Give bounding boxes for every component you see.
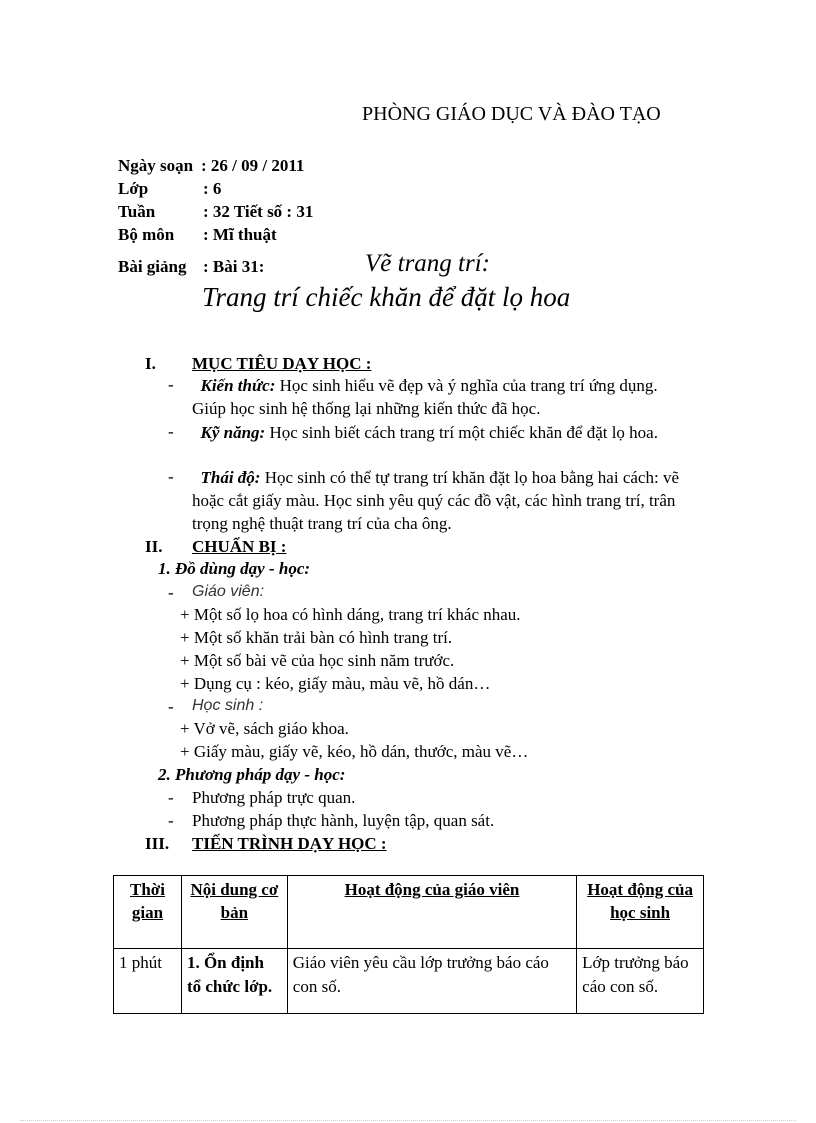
info-value: : Mĩ thuật: [203, 225, 277, 244]
section1-title: MỤC TIÊU DẠY HỌC :: [192, 354, 372, 373]
info-bo-mon: [118, 225, 418, 247]
bullet-dash: -: [168, 375, 174, 394]
student-label: Học sinh :: [192, 697, 264, 714]
info-lop: [118, 179, 418, 201]
student-item: + Vở vẽ, sách giáo khoa.: [180, 719, 349, 738]
info-value: : Bài 31:: [203, 257, 265, 276]
teacher-label: Giáo viên:: [192, 583, 265, 600]
objective-text: Học sinh biết cách trang trí một chiếc khăn để đặt lọ hoa.: [265, 423, 658, 442]
lesson-title-line2: Trang trí chiếc khăn để đặt lọ hoa: [202, 282, 571, 312]
info-ngay-soan: [118, 156, 418, 178]
objective-term: Kỹ năng:: [200, 423, 266, 442]
method-item: Phương pháp thực hành, luyện tập, quan sát.: [192, 811, 495, 830]
sub2-title: 2. Phương pháp dạy - học:: [158, 765, 346, 784]
lesson-plan-table: [113, 875, 704, 1014]
info-value: : 32 Tiết số : 31: [203, 202, 314, 221]
column-header-teacher: Hoạt động của giáo viên: [287, 876, 576, 949]
bullet-dash: -: [168, 788, 174, 807]
bullet-dash: -: [168, 583, 174, 602]
column-header-time: Thời gian: [114, 876, 182, 949]
info-label: Ngày soạn: [118, 156, 194, 175]
objective-text: Học sinh có thể tự trang trí khăn đặt lọ hoa bằng hai cách: vẽ hoặc cắt giấy màu. Học sinh yêu quý các đồ vật, các hình trang trí, trân trọng nghệ thuật trang trí của cha ông.: [192, 468, 679, 533]
cell-student: Lớp trưởng báo cáo con số.: [577, 949, 704, 1014]
info-value: : 26 / 09 / 2011: [201, 156, 305, 175]
bullet-dash: -: [168, 697, 174, 716]
cell-time: 1 phút: [114, 949, 182, 1014]
section1-number: I.: [145, 354, 156, 373]
info-label: Tuần: [118, 202, 156, 221]
objective-knowledge: [192, 374, 692, 420]
column-header-content: Nội dung cơ bản: [181, 876, 287, 949]
objective-attitude: [192, 466, 692, 535]
lesson-title-line1: Vẽ trang trí:: [365, 250, 490, 277]
objective-text: Học sinh hiểu vẽ đẹp và ý nghĩa của trang trí ứng dụng. Giúp học sinh hệ thống lại những kiến thức đã học.: [192, 376, 658, 418]
bullet-dash: -: [168, 467, 174, 486]
objective-skill: [192, 421, 692, 444]
info-label: Bộ môn: [118, 225, 175, 244]
table-header-row: [114, 876, 704, 949]
cell-content: 1. Ổn định tổ chức lớp.: [181, 949, 287, 1014]
bullet-dash: -: [168, 422, 174, 441]
info-tuan: [118, 202, 418, 224]
method-item: Phương pháp trực quan.: [192, 788, 356, 807]
teacher-item: + Một số khăn trải bàn có hình trang trí.: [180, 628, 453, 647]
info-label: Bài giảng: [118, 257, 187, 276]
info-value: : 6: [203, 179, 222, 198]
info-label: Lớp: [118, 179, 149, 198]
teacher-item: + Dụng cụ : kéo, giấy màu, màu vẽ, hồ dán…: [180, 674, 491, 693]
page-footer-divider: [20, 1120, 796, 1121]
objective-term: Thái độ:: [200, 468, 261, 487]
sub1-title: 1. Đồ dùng dạy - học:: [158, 559, 311, 578]
bullet-dash: -: [168, 811, 174, 830]
column-header-student: Hoạt động của học sinh: [577, 876, 704, 949]
objective-term: Kiến thức:: [200, 376, 276, 395]
section2-title: CHUẨN BỊ :: [192, 537, 287, 556]
department-header: PHÒNG GIÁO DỤC VÀ ĐÀO TẠO: [362, 103, 661, 125]
section3-number: III.: [145, 834, 170, 853]
section2-number: II.: [145, 537, 163, 556]
table-row: [114, 949, 704, 1014]
teacher-item: + Một số bài vẽ của học sinh năm trước.: [180, 651, 455, 670]
student-item: + Giấy màu, giấy vẽ, kéo, hồ dán, thước, màu vẽ…: [180, 742, 529, 761]
cell-teacher: Giáo viên yêu cầu lớp trưởng báo cáo con số.: [287, 949, 576, 1014]
section3-title: TIẾN TRÌNH DẠY HỌC :: [192, 834, 387, 853]
teacher-item: + Một số lọ hoa có hình dáng, trang trí khác nhau.: [180, 605, 521, 624]
